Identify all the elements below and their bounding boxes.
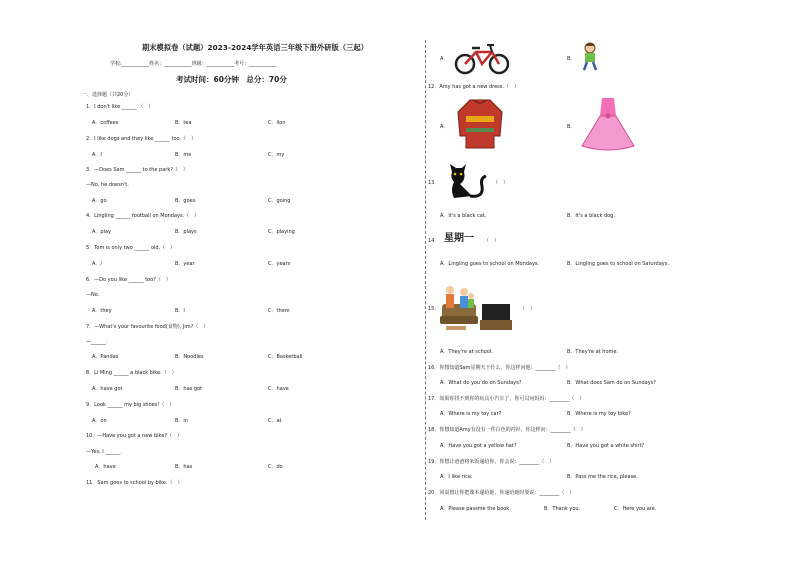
q9-option-c: C．at [268,418,282,424]
question-13-paren: （ ） [493,180,509,186]
monday-calligraphy: 星期一 [444,233,474,244]
q8-option-b: B．has got [175,386,203,392]
q6-option-b: B．I [175,308,185,314]
exam-time-score: 考试时间：60分钟 总分：70分 [176,75,287,84]
family-watching-tv-icon [440,280,512,334]
question-19: 19．你想让爸爸将米饭递给你，你会说：________（ ） [428,459,555,465]
q10-option-b: B．has [175,464,193,470]
q15-option-a: A．They're at school. [440,349,493,355]
q18-option-a: A．Have you got a yellow hat? [440,443,517,449]
q1-option-a: A．coffees [92,120,119,126]
question-12: 12．Amy has got a new dress.（ ） [428,84,519,90]
q16-option-a: A．What do you do on Sundays? [440,380,522,386]
column-divider [425,40,426,520]
question-15-number: 15． [428,306,440,312]
q5-option-c: C．years [268,261,291,267]
q17-option-a: A．Where is my toy car? [440,411,502,417]
q8-option-c: C．have [268,386,289,392]
black-cat-icon [444,162,490,202]
q11-option-a: A． [440,56,449,62]
q19-option-a: A．I like rice. [440,474,473,480]
q12-option-a: A． [440,124,449,130]
q2-option-c: C．my [268,152,285,158]
question-18: 18．你想知道Amy有没有一件白色的衬衫，你这样问：________（ ） [428,427,586,433]
q4-option-c: C．playing [268,229,295,235]
question-20: 20．同桌想让你把课本递给她，你递给她时要说：________（ ） [428,490,575,496]
question-10: 10．—Have you got a new bike?（ ） [86,433,182,439]
question-2: 2．I like dogs and they like ______ too.（ ） [86,136,197,142]
q20-option-c: C．Here you are. [614,506,657,512]
exam-title: 期末模拟卷（试题）2023-2024学年英语三年级下册外研版（三起） [141,43,369,52]
q1-option-c: C．lion [268,120,286,126]
q3-option-c: C．going [268,198,291,204]
q13-option-b: B．It's a black dog. [567,213,615,219]
q19-option-b: B．Pass me the rice, please. [567,474,638,480]
q20-option-b: B．Thank you. [544,506,581,512]
q7-option-a: A．Pandas [92,354,119,360]
question-7: 7．—What's your favourite food(食物), Jim?（ ） [86,324,209,330]
q3-option-a: A．go [92,198,107,204]
question-9: 9．Look ______ my big shoes!（ ） [86,402,175,408]
section-heading: 一、选择题（共20分） [82,92,134,98]
question-8: 8．Li Ming ______ a black bike.（ ） [86,370,177,376]
q18-option-b: B．Have you got a white shirt? [567,443,645,449]
q17-option-b: B．Where is my toy bike? [567,411,631,417]
q2-option-a: A．I [92,152,102,158]
question-5: 5．Tom is only two ______ old.（ ） [86,245,176,251]
red-sweater-icon [454,96,506,152]
q9-option-a: A．on [92,418,107,424]
q4-option-b: B．plays [175,229,197,235]
q11-option-b: B． [567,56,576,62]
q20-option-a: A．Please passme the book. [440,506,511,512]
q12-option-b: B． [567,124,576,130]
question-11: 11．Sam goes to school by bike.（ ） [86,480,183,486]
question-14-paren: （ ） [484,238,500,244]
q5-option-a: A．/ [92,261,103,267]
q9-option-b: B．in [175,418,188,424]
q4-option-a: A．play [92,229,112,235]
q6-option-a: A．they [92,308,112,314]
question-10-answer-line: —Yes, I ______. [86,449,122,455]
q14-option-b: B．Lingling goes to school on Saturdays. [567,261,669,267]
q3-option-b: B．goes [175,198,196,204]
q16-option-b: B．What does Sam do on Sundays? [567,380,656,386]
question-4: 4．Lingling ______ football on Mondays.（ ） [86,213,200,219]
q1-option-b: B．tea [175,120,192,126]
q14-option-a: A．Lingling goes to school on Mondays. [440,261,540,267]
question-13-number: 13． [428,180,440,186]
q10-option-a: A．have [95,464,116,470]
question-6: 6．—Do you like ______ too?（ ） [86,277,171,283]
q10-option-c: C．do [268,464,283,470]
bicycle-icon [454,40,510,76]
student-info-line: 学校:___________姓名：___________班级：___________考号：___________ [110,61,277,67]
question-17: 17．如果你找不到你的玩具小汽车了，你可以问妈妈：________（ ） [428,396,585,402]
question-3-answer-line: —No, he doesn't. [86,182,129,188]
question-15-paren: （ ） [520,306,536,312]
question-3: 3．—Does Sam ______ to the park?（ ） [86,167,188,173]
question-1: 1．I don't like ______.（ ） [86,104,154,110]
question-6-answer-line: —No. [86,292,100,298]
q5-option-b: B．year [175,261,195,267]
walking-boy-icon [580,42,600,72]
q13-option-a: A．It's a black cat. [440,213,487,219]
q2-option-b: B．me [175,152,192,158]
question-16: 16．你想知道Sam星期天干什么，你这样问他：________（ ） [428,365,571,371]
question-14-number: 14． [428,238,440,244]
q7-option-b: B．Noodles [175,354,204,360]
q7-option-c: C．Basketball [268,354,303,360]
q15-option-b: B．They're at home. [567,349,619,355]
q8-option-a: A．have got [92,386,123,392]
q6-option-c: C．them [268,308,290,314]
question-7-answer-line: —______. [86,339,108,345]
pink-dress-icon [580,96,636,152]
